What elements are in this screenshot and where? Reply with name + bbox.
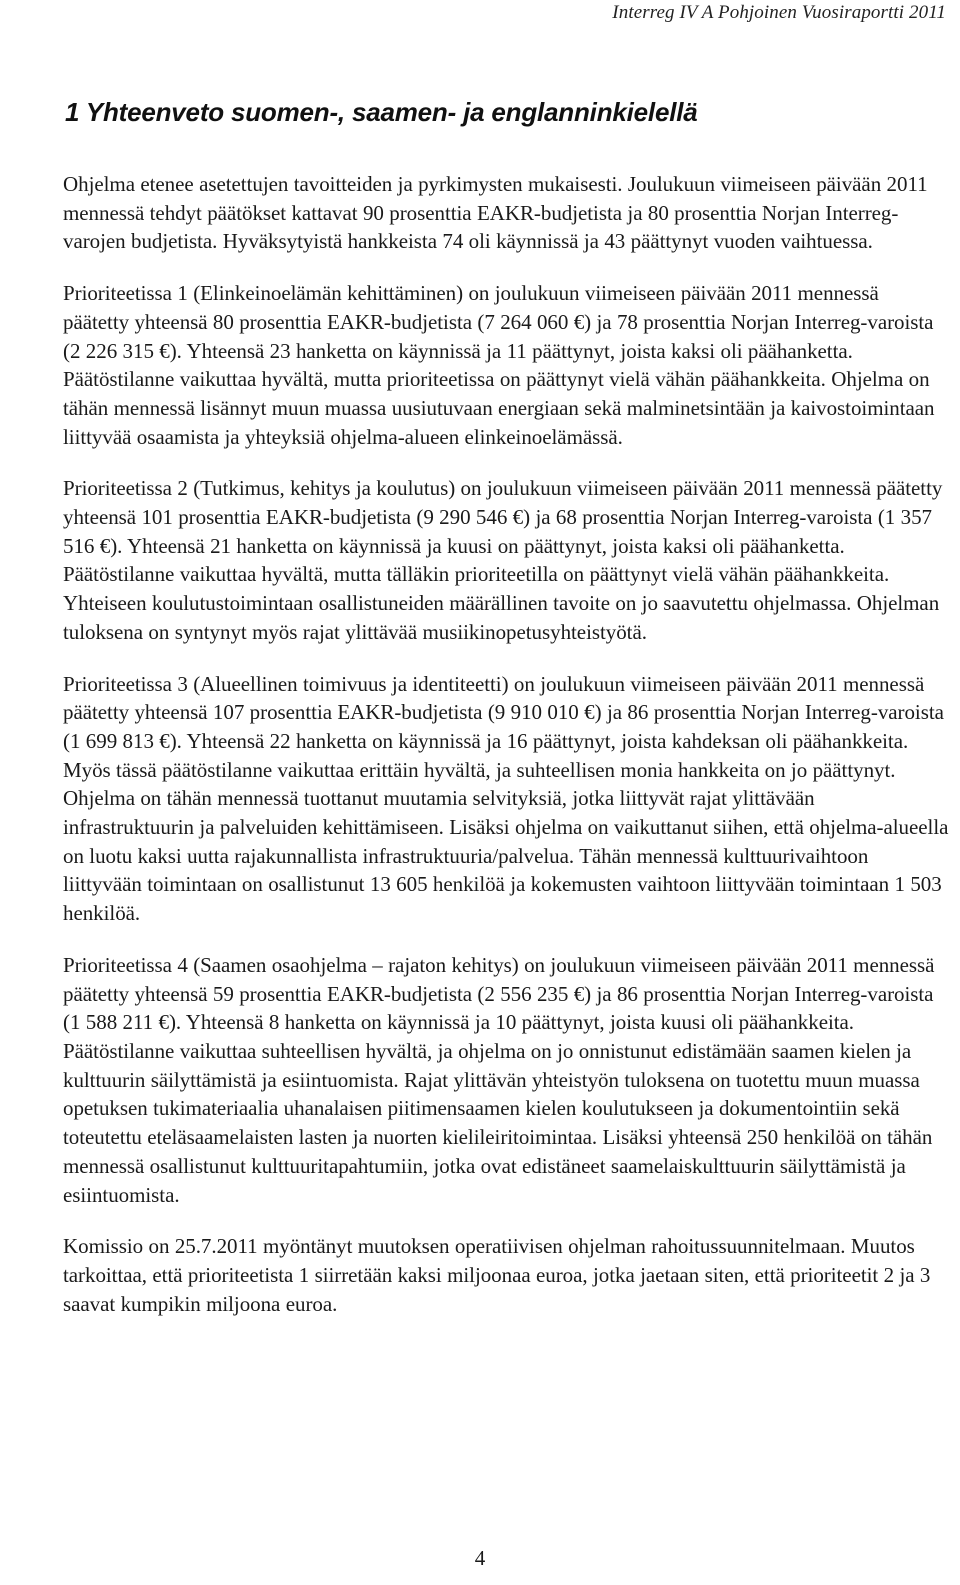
paragraph-priority-2: Prioriteetissa 2 (Tutkimus, kehitys ja koulutus) on joulukuun viimeiseen päivään 2011 mennessä päätetty yhteensä 101 prosenttia EAKR-budjetista (9 290 546 €) ja 68 prosenttia Norjan Interreg-varoista (1 357 516 €). Yhteensä 21 hanketta on käynnissä ja kuusi on päättynyt, joista kaksi oli päähanketta. Päätöstilanne vaikuttaa hyvältä, mutta tälläkin prioriteetilla on päättynyt vielä vähän päähankkeita. Yhteiseen koulutustoimintaan osallistuneiden määrällinen tavoite on jo saavutettu ohjelmassa. Ohjelman tuloksena on syntynyt myös rajat ylittävää musiikinopetusyhteistyötä. <box>63 476 943 644</box>
body-text <box>63 170 949 1341</box>
page-number: 4 <box>474 1546 486 1570</box>
paragraph-summary: Ohjelma etenee asetettujen tavoitteiden ja pyrkimysten mukaisesti. Joulukuun viimeiseen päivään 2011 mennessä tehdyt päätökset kattavat 90 prosenttia EAKR-budjetista ja 80 prosenttia Norjan Interreg-varojen budjetista. Hyväksytyistä hankkeista 74 oli käynnissä ja 43 päättynyt vuoden vaihtuessa. <box>63 172 928 254</box>
paragraph-commission: Komissio on 25.7.2011 myöntänyt muutoksen operatiivisen ohjelman rahoitussuunnitelmaan. Muutos tarkoittaa, että prioriteetista 1 siirretään kaksi miljoonaa euroa, jotka jaetaan siten, että prioriteetit 2 ja 3 saavat kumpikin miljoona euroa. <box>63 1234 931 1316</box>
section-heading: 1 Yhteenveto suomen-, saamen- ja englanninkielellä <box>65 97 698 127</box>
paragraph-priority-3: Prioriteetissa 3 (Alueellinen toimivuus ja identiteetti) on joulukuun viimeiseen päivään 2011 mennessä päätetty yhteensä 107 prosenttia EAKR-budjetista (9 910 010 €) ja 86 prosenttia Norjan Interreg-varoista (1 699 813 €). Yhteensä 22 hanketta on käynnissä ja 16 päättynyt, joista kahdeksan oli päähankkeita. Myös tässä päätöstilanne vaikuttaa erittäin hyvältä, ja suhteellisen monia hankkeita on jo päättynyt. Ohjelma on tähän mennessä tuottanut muutamia selvityksiä, jotka liittyvät rajat ylittävään infrastruktuurin ja palveluiden kehittämiseen. Lisäksi ohjelma on vaikuttanut siihen, että ohjelma-alueella on luotu kaksi uutta rajakunnallista infrastruktuuria/palvelua. Tähän mennessä kulttuurivaihtoon liittyvään toimintaan on osallistunut 13 605 henkilöä ja kokemusten vaihtoon liittyvään toimintaan 1 503 henkilöä. <box>63 671 949 926</box>
paragraph-priority-4: Prioriteetissa 4 (Saamen osaohjelma – rajaton kehitys) on joulukuun viimeiseen päivään 2011 mennessä päätetty yhteensä 59 prosenttia EAKR-budjetista (2 556 235 €) ja 86 prosenttia Norjan Interreg-varoista (1 588 211 €). Yhteensä 8 hanketta on käynnissä ja 10 päättynyt, joista kuusi oli päähankkeita. Päätöstilanne vaikuttaa suhteellisen hyvältä, ja ohjelma on jo onnistunut edistämään saamen kielen ja kulttuurin säilyttämistä ja esiintuomista. Rajat ylittävän yhteistyön tuloksena on tuotettu muun muassa opetuksen tukimateriaalia uhanalaisen piitimensaamen kielen koulutukseen ja dokumentointiin sekä toteutettu eteläsaamelaisten lasten ja nuorten kielileiritoimintaa. Lisäksi yhteensä 250 henkilöä on tähän mennessä osallistunut kulttuuritapahtumiin, jotka ovat edistäneet saamelaiskulttuurin säilyttämistä ja esiintuomista. <box>63 952 935 1207</box>
running-header: Interreg IV A Pohjoinen Vuosiraportti 2011 <box>612 2 946 23</box>
paragraph-priority-1: Prioriteetissa 1 (Elinkeinoelämän kehittäminen) on joulukuun viimeiseen päivään 2011 mennessä päätetty yhteensä 80 prosenttia EAKR-budjetista (7 264 060 €) ja 78 prosenttia Norjan Interreg-varoista (2 226 315 €). Yhteensä 23 hanketta on käynnissä ja 11 päättynyt, joista kaksi oli päähanketta. Päätöstilanne vaikuttaa hyvältä, mutta prioriteetissa on päättynyt vielä vähän päähankkeita. Ohjelma on tähän mennessä lisännyt muun muassa uusiutuvaan energiaan sekä malminetsintään ja kaivostoimintaan liittyvää osaamista ja yhteyksiä ohjelma-alueen elinkeinoelämässä. <box>63 281 935 449</box>
